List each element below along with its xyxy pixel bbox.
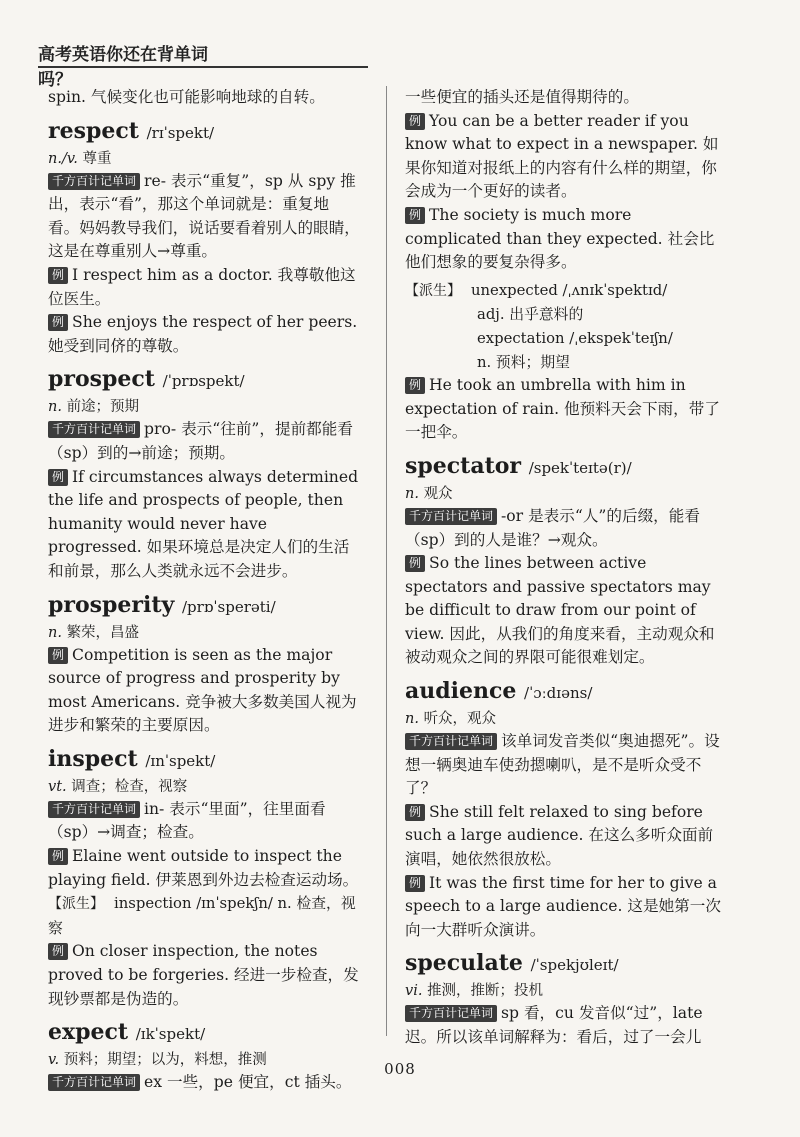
headword-expect: expect /ɪkˈspekt/ bbox=[48, 1019, 206, 1046]
left-column bbox=[48, 86, 360, 1095]
example-spectator-1: 例 So the lines between active spectators and passive spectators may be difficult to draw from our point of view. 因此，从我们的角度来看，主动观众和被动观众之间的界限可能很难划定。 bbox=[405, 554, 715, 667]
example-badge: 例 bbox=[48, 647, 68, 664]
derivation-expect-1: 【派生】 unexpected /ˌʌnɪkˈspektɪd/ bbox=[405, 281, 668, 299]
pos-speculate: vi. 推测，推断；投机 bbox=[405, 983, 544, 1000]
example-badge: 例 bbox=[405, 555, 425, 572]
pos-expect: v. 预料；期望；以为，料想，推测 bbox=[48, 1052, 267, 1069]
mnemonic-expect: 千方百计记单词 ex 一些，pe 便宜，ct 插头。 bbox=[48, 1071, 360, 1095]
mnemonic-badge: 千方百计记单词 bbox=[405, 733, 497, 750]
headword-audience: audience /ˈɔːdɪəns/ bbox=[405, 678, 593, 705]
pos-inspect: vt. 调查；检查，视察 bbox=[48, 778, 188, 795]
example-badge: 例 bbox=[405, 113, 425, 130]
mnemonic-badge: 千方百计记单词 bbox=[48, 173, 140, 190]
mnemonic-spectator: 千方百计记单词 -or 是表示“人”的后缀，能看（sp）到的人是谁？→观众。 bbox=[405, 506, 700, 549]
mnemonic-badge: 千方百计记单词 bbox=[48, 421, 140, 438]
headword-respect: respect /rɪˈspekt/ bbox=[48, 117, 215, 144]
example-audience-2: 例 It was the first time for her to give a speech to a large audience. 这是她第一次向一大群听众演讲。 bbox=[405, 873, 721, 939]
derivation-expect-2-meaning: n. 预料；期望 bbox=[477, 353, 570, 371]
example-badge: 例 bbox=[48, 943, 68, 960]
example-badge: 例 bbox=[405, 377, 425, 394]
continued-text: 一些便宜的插头还是值得期待的。 bbox=[405, 88, 639, 106]
mnemonic-badge: 千方百计记单词 bbox=[48, 1074, 140, 1091]
mnemonic-inspect: 千方百计记单词 in- 表示“里面”，往里面看（sp）→调查；检查。 bbox=[48, 799, 326, 842]
headword-spectator: spectator /spekˈteɪtə(r)/ bbox=[405, 452, 632, 479]
page-number: 008 bbox=[384, 1060, 416, 1078]
mnemonic-badge: 千方百计记单词 bbox=[405, 508, 497, 525]
example-inspect-2: 例 On closer inspection, the notes proved to be forgeries. 经进一步检查，发现钞票都是伪造的。 bbox=[48, 942, 359, 1008]
example-badge: 例 bbox=[48, 469, 68, 486]
mnemonic-audience: 千方百计记单词 该单词发音类似“奥迪摁死”。设想一辆奥迪车使劲摁喇叭，是不是听众受不了？ bbox=[405, 732, 720, 798]
headword-prospect: prospect /ˈprɒspekt/ bbox=[48, 366, 245, 393]
mnemonic-badge: 千方百计记单词 bbox=[405, 1005, 497, 1022]
continued-text: spin. 气候变化也可能影响地球的自转。 bbox=[48, 88, 325, 106]
headword-prosperity: prosperity /prɒˈsperəti/ bbox=[48, 591, 276, 618]
example-prospect-1: 例 If circumstances always determined the life and prospects of people, then humanity would never have progressed. 如果环境总是决定人们的生活和前景，那么人类就永远不会进步。 bbox=[48, 467, 359, 580]
mnemonic-prospect: 千方百计记单词 pro- 表示“往前”，提前都能看（sp）到的→前途；预期。 bbox=[48, 420, 353, 462]
example-respect-1: 例 I respect him as a doctor. 我尊敬他这位医生。 bbox=[48, 265, 356, 308]
example-audience-1: 例 She still felt relaxed to sing before such a large audience. 在这么多听众面前演唱，她依然很放松。 bbox=[405, 802, 714, 869]
example-respect-2: 例 She enjoys the respect of her peers. 她受到同侪的尊敬。 bbox=[48, 313, 358, 355]
right-column bbox=[405, 86, 723, 1050]
example-badge: 例 bbox=[405, 804, 425, 821]
headword-speculate: speculate /ˈspekjʊleɪt/ bbox=[405, 950, 619, 977]
derivation-expect-2: expectation /ˌekspekˈteɪʃn/ bbox=[477, 329, 673, 347]
column-divider bbox=[386, 86, 387, 1036]
example-inspect-1: 例 Elaine went outside to inspect the playing field. 伊莱恩到外边去检查运动场。 bbox=[48, 847, 359, 889]
mnemonic-speculate: 千方百计记单词 sp 看，cu 发音似“过”，late 迟。所以该单词解释为：看后，过了一会儿 bbox=[405, 1004, 703, 1046]
headword-inspect: inspect /ɪnˈspekt/ bbox=[48, 745, 216, 772]
pos-spectator: n. 观众 bbox=[405, 485, 453, 502]
example-badge: 例 bbox=[48, 314, 68, 331]
example-expect-2: 例 The society is much more complicated than they expected. 社会比他们想象的要复杂得多。 bbox=[405, 205, 715, 272]
mnemonic-badge: 千方百计记单词 bbox=[48, 801, 140, 818]
example-badge: 例 bbox=[405, 207, 425, 224]
pos-respect: n./v. 尊重 bbox=[48, 150, 112, 167]
example-badge: 例 bbox=[48, 848, 68, 865]
example-prosperity-1: 例 Competition is seen as the major source of progress and prosperity by most Americans. 竞争被大多数美国人视为进步和繁荣的主要原因。 bbox=[48, 645, 357, 735]
example-badge: 例 bbox=[48, 267, 68, 284]
example-expect-1: 例 You can be a better reader if you know what to expect in a newspaper. 如果你知道对报纸上的内容有什么样的期望，你会成为一个更好的读者。 bbox=[405, 111, 719, 201]
running-header: 高考英语你还在背单词吗？ bbox=[38, 45, 208, 90]
header-rule bbox=[38, 66, 368, 68]
derivation-expect-1-meaning: adj. 出乎意料的 bbox=[477, 306, 584, 324]
pos-audience: n. 听众，观众 bbox=[405, 711, 497, 728]
mnemonic-respect: 千方百计记单词 re- 表示“重复”，sp 从 spy 推出，表示“看”，那这个单词就是：重复地看。妈妈教导我们，说话要看着别人的眼睛，这是在尊重别人→尊重。 bbox=[48, 171, 360, 261]
example-expect-3: 例 He took an umbrella with him in expectation of rain. 他预料天会下雨，带了一把伞。 bbox=[405, 376, 720, 442]
example-badge: 例 bbox=[405, 875, 425, 892]
derivation-inspect: 【派生】 inspection /ɪnˈspekʃn/ n. 检查，视察 bbox=[48, 895, 356, 937]
pos-prospect: n. 前途；预期 bbox=[48, 399, 140, 416]
pos-prosperity: n. 繁荣，昌盛 bbox=[48, 624, 140, 641]
